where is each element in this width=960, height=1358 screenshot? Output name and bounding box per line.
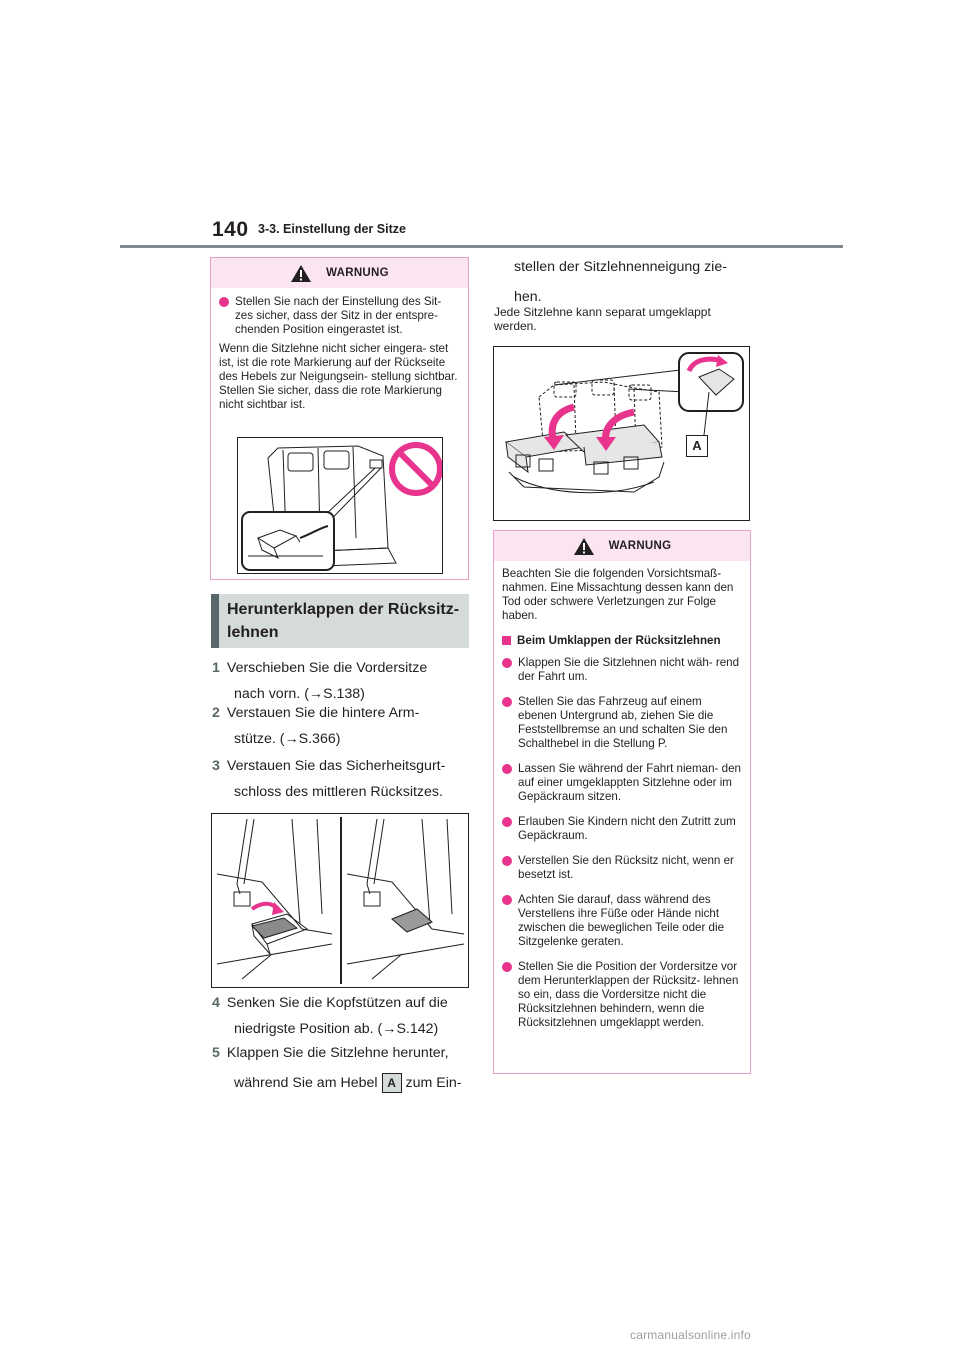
bullet-icon bbox=[502, 697, 512, 707]
watermark: carmanualsonline.info bbox=[630, 1328, 751, 1342]
warning-bullet-text: Lassen Sie während der Fahrt nieman- den auf einer umgeklappten Sitzlehne oder im Gepäckraum sitzen. bbox=[518, 762, 741, 803]
step-text-cont: nach vorn. (→S.138) bbox=[234, 686, 365, 702]
warning-triangle-icon bbox=[573, 537, 595, 556]
section-heading-line-2: lehnen bbox=[227, 624, 279, 641]
step-number: 2 bbox=[212, 705, 220, 721]
bullet-icon bbox=[502, 658, 512, 668]
step-text: Verstauen Sie das Sicherheitsgurt- bbox=[226, 758, 446, 774]
page-number: 140 bbox=[212, 218, 249, 241]
step-3 bbox=[212, 753, 472, 805]
header-divider bbox=[120, 245, 843, 248]
step-5 bbox=[212, 1040, 474, 1096]
bullet-icon bbox=[502, 764, 512, 774]
warning-bullet-text: Verstellen Sie den Rücksitz nicht, wenn er besetzt ist. bbox=[518, 854, 734, 881]
warning-intro: Beachten Sie die folgenden Vorsichtsmaß- nahmen. Eine Missachtung dessen kann den Tod oder schwere Verletzungen zur Folge haben. bbox=[502, 567, 734, 622]
step-text: Klappen Sie die Sitzlehne herunter, bbox=[226, 1045, 449, 1061]
fold-seats-drawing bbox=[494, 347, 749, 520]
warning-box-1 bbox=[210, 257, 469, 580]
section-heading-line-1: Herunterklappen der Rücksitz- bbox=[227, 601, 460, 618]
step-5-continued bbox=[514, 254, 754, 310]
continued-line-1: stellen der Sitzlehnenneigung zie- bbox=[514, 259, 727, 275]
warning-bullet-text: Stellen Sie die Position der Vordersitze vor dem Herunterklappen der Rücksitz- lehnen so ein, dass die Vordersitze nicht die Rücksitzlehnen behindern, wenn die Rücksitzlehnen umgeklappt werden. bbox=[518, 960, 739, 1029]
figure-label-a: A bbox=[686, 435, 708, 457]
seat-lever-illustration bbox=[237, 437, 443, 574]
seat-lever-drawing bbox=[238, 438, 442, 573]
step-text-cont: stütze. (→S.366) bbox=[234, 731, 341, 747]
bullet-icon bbox=[502, 962, 512, 972]
warning-bullet-text: Erlauben Sie Kindern nicht den Zutritt zum Gepäckraum. bbox=[518, 815, 736, 842]
warning-triangle-icon bbox=[290, 264, 312, 283]
seatback-note: Jede Sitzlehne kann separat umgeklappt werden. bbox=[494, 305, 711, 333]
warning-title: WARNUNG bbox=[326, 267, 389, 279]
step-text-cont: niedrigste Position ab. (→S.142) bbox=[234, 1021, 439, 1037]
warning-bullet bbox=[502, 960, 742, 1030]
warning-header bbox=[211, 258, 468, 288]
continued-line-2: hen. bbox=[514, 289, 542, 305]
warning-bullet bbox=[502, 695, 742, 751]
section-title: 3-3. Einstellung der Sitze bbox=[258, 222, 406, 236]
square-bullet-icon bbox=[502, 636, 511, 645]
bullet-icon bbox=[502, 817, 512, 827]
step-text: Senken Sie die Kopfstützen auf die bbox=[226, 995, 448, 1011]
step-4 bbox=[212, 990, 472, 1042]
section-heading bbox=[211, 594, 469, 648]
warning-bullet-text: Stellen Sie nach der Einstellung des Sit- zes sicher, dass der Sitz in der entspre- chenden Position eingerastet ist. bbox=[235, 295, 442, 336]
bullet-icon bbox=[219, 297, 229, 307]
warning-bullet-text: Stellen Sie das Fahrzeug auf einem ebenen Untergrund ab, ziehen Sie die Feststellbremse an und schalten Sie den Schalthebel in die Stellung P. bbox=[518, 695, 728, 750]
warning-bullet-text: Achten Sie darauf, dass während des Verstellens ihre Füße oder Hände nicht zwischen die beweglichen Teile oder die Sitzgelenke geraten. bbox=[518, 893, 725, 948]
warning-header bbox=[494, 531, 750, 561]
step-number: 3 bbox=[212, 758, 220, 774]
step-2 bbox=[212, 700, 472, 752]
bullet-icon bbox=[502, 895, 512, 905]
step-text: Verschieben Sie die Vordersitze bbox=[226, 660, 428, 676]
step-text: Verstauen Sie die hintere Arm- bbox=[226, 705, 420, 721]
step-text-end: zum Ein- bbox=[405, 1075, 462, 1091]
warning-bullet bbox=[502, 656, 742, 684]
buckle-drawing bbox=[212, 814, 468, 987]
warning-bullet bbox=[219, 295, 460, 337]
step-text-cont: schloss des mittleren Rücksitzes. bbox=[234, 784, 443, 800]
warning-box-2 bbox=[493, 530, 751, 1074]
warning-bullet bbox=[502, 762, 742, 804]
step-number: 5 bbox=[212, 1045, 220, 1061]
warning-bullet bbox=[502, 893, 742, 949]
warning-bullet bbox=[502, 854, 742, 882]
warning-subheading bbox=[502, 634, 742, 648]
warning-bullet-text: Klappen Sie die Sitzlehnen nicht wäh- rend der Fahrt um. bbox=[518, 656, 740, 683]
bullet-icon bbox=[502, 856, 512, 866]
buckle-illustration bbox=[211, 813, 469, 988]
warning-bullet bbox=[502, 815, 742, 843]
step-text-cont: während Sie am Hebel bbox=[234, 1075, 378, 1091]
fold-seats-illustration bbox=[493, 346, 750, 521]
warning-title: WARNUNG bbox=[608, 540, 672, 552]
step-number: 4 bbox=[212, 995, 220, 1011]
warning-subheading-text: Beim Umklappen der Rücksitzlehnen bbox=[517, 634, 721, 647]
label-a-box: A bbox=[382, 1073, 402, 1093]
warning-paragraph: Wenn die Sitzlehne nicht sicher eingera- stet ist, ist die rote Markierung auf der Rückseite des Hebels zur Neigungsein- stellung sichtbar. Stellen Sie sicher, dass die rote Markierung nicht sichtbar ist. bbox=[219, 342, 458, 411]
step-number: 1 bbox=[212, 660, 220, 676]
